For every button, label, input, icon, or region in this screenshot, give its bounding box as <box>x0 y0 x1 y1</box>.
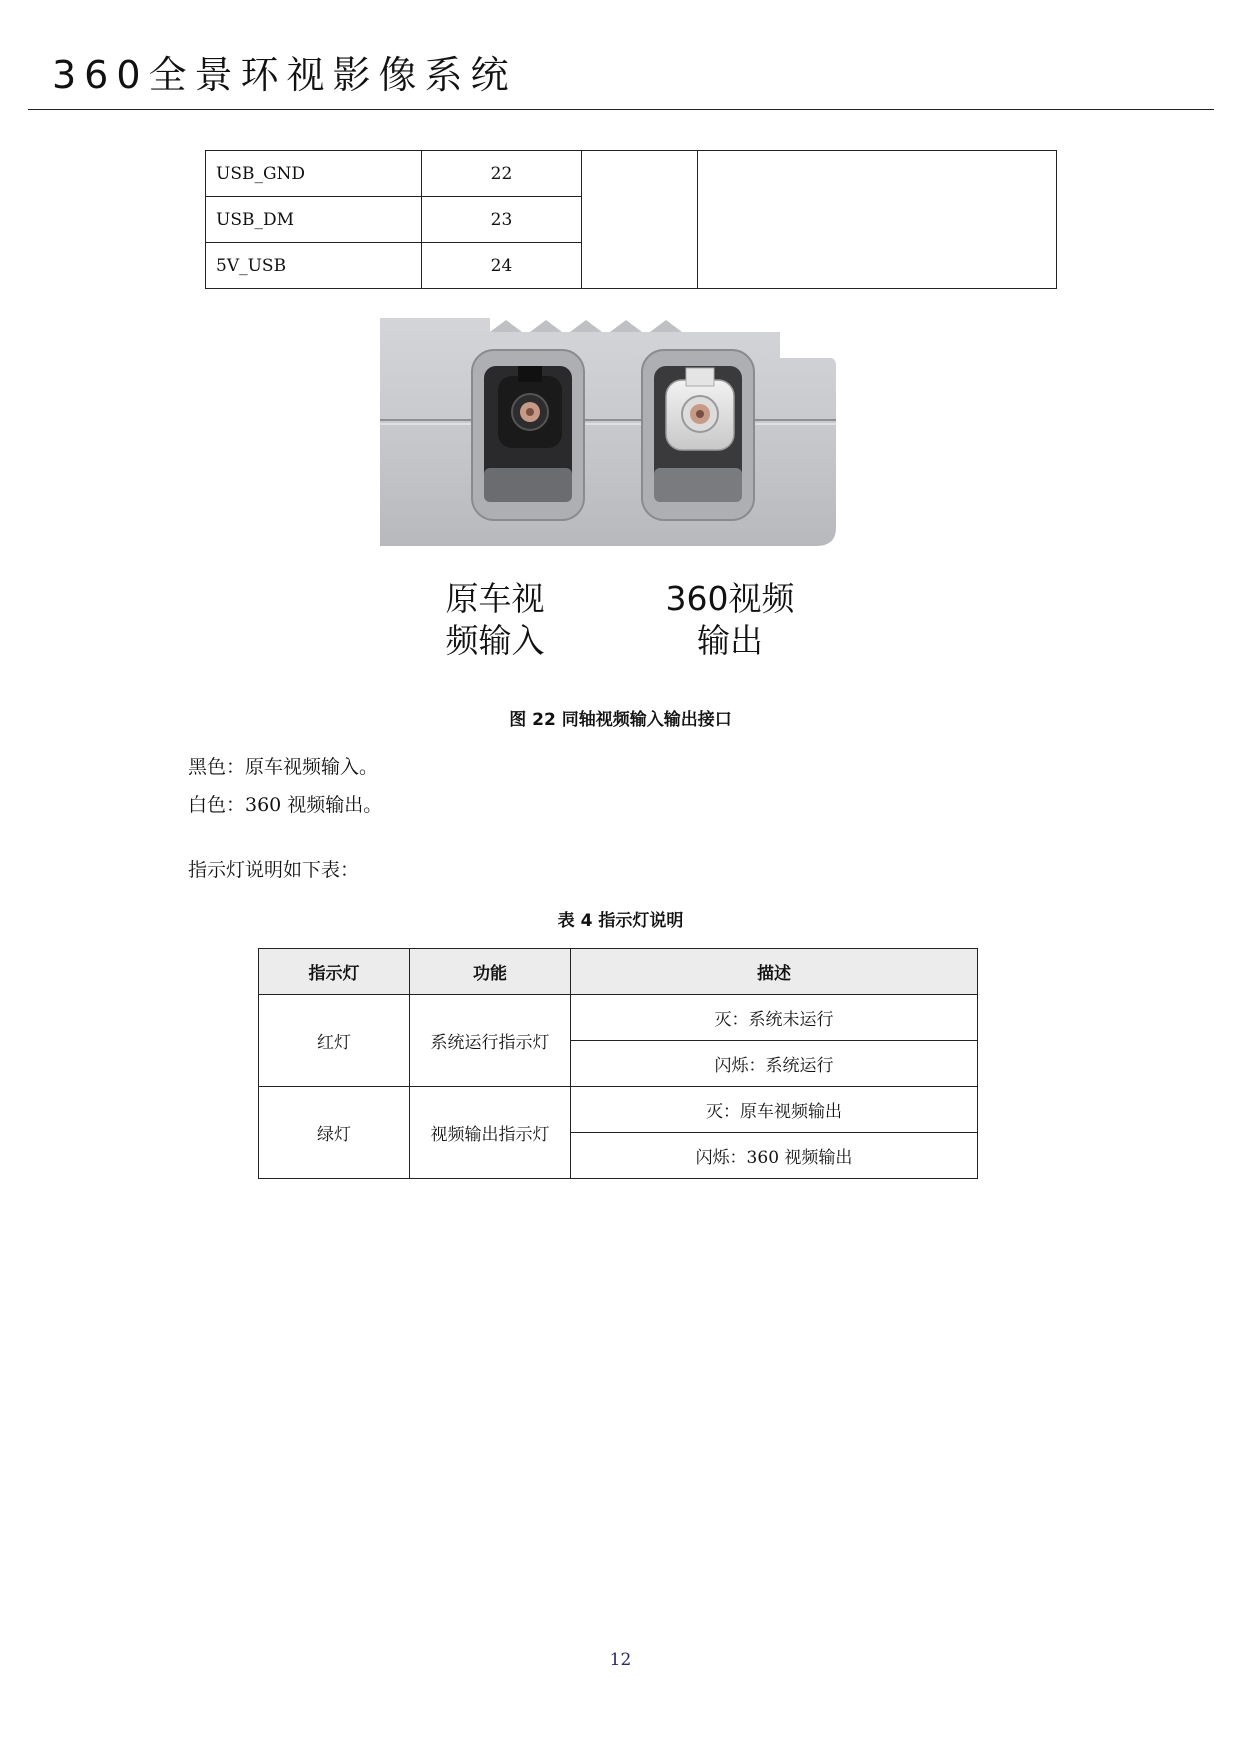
page-header-title: 360全景环视影像系统 <box>52 53 517 97</box>
indicator-description: 闪烁：系统运行 <box>571 1041 978 1087</box>
pin-empty-cell <box>698 151 1057 289</box>
table-caption: 表 4 指示灯说明 <box>557 911 684 931</box>
header-divider <box>28 109 1214 110</box>
table-row <box>206 151 1057 197</box>
column-header: 功能 <box>410 949 571 995</box>
body-text-white: 白色：360 视频输出。 <box>188 794 383 816</box>
pin-signal: USB_DM <box>206 197 422 243</box>
label-original-video-input: 原车视 频输入 <box>445 579 545 660</box>
indicator-light: 绿灯 <box>259 1087 410 1179</box>
body-text-black: 黑色：原车视频输入。 <box>188 756 379 778</box>
indicator-function: 视频输出指示灯 <box>410 1087 571 1179</box>
label-360-video-output: 360视频 输出 <box>665 579 795 660</box>
table-header-row <box>259 949 978 995</box>
pin-table <box>205 150 1057 289</box>
table-row <box>259 995 978 1041</box>
indicator-description: 闪烁：360 视频输出 <box>571 1133 978 1179</box>
indicator-description: 灭：系统未运行 <box>571 995 978 1041</box>
indicator-description: 灭：原车视频输出 <box>571 1087 978 1133</box>
pin-number: 24 <box>422 243 582 289</box>
pin-number: 22 <box>422 151 582 197</box>
body-text-intro: 指示灯说明如下表： <box>188 859 360 881</box>
indicator-function: 系统运行指示灯 <box>410 995 571 1087</box>
page-number: 12 <box>609 1650 632 1670</box>
pin-signal: USB_GND <box>206 151 422 197</box>
indicator-table <box>258 948 978 1179</box>
pin-signal: 5V_USB <box>206 243 422 289</box>
column-header: 描述 <box>571 949 978 995</box>
indicator-light: 红灯 <box>259 995 410 1087</box>
figure-caption: 图 22 同轴视频输入输出接口 <box>509 710 732 730</box>
column-header: 指示灯 <box>259 949 410 995</box>
table-row <box>259 1087 978 1133</box>
coax-connector-photo <box>380 318 840 546</box>
pin-number: 23 <box>422 197 582 243</box>
pin-empty-cell <box>582 151 698 289</box>
